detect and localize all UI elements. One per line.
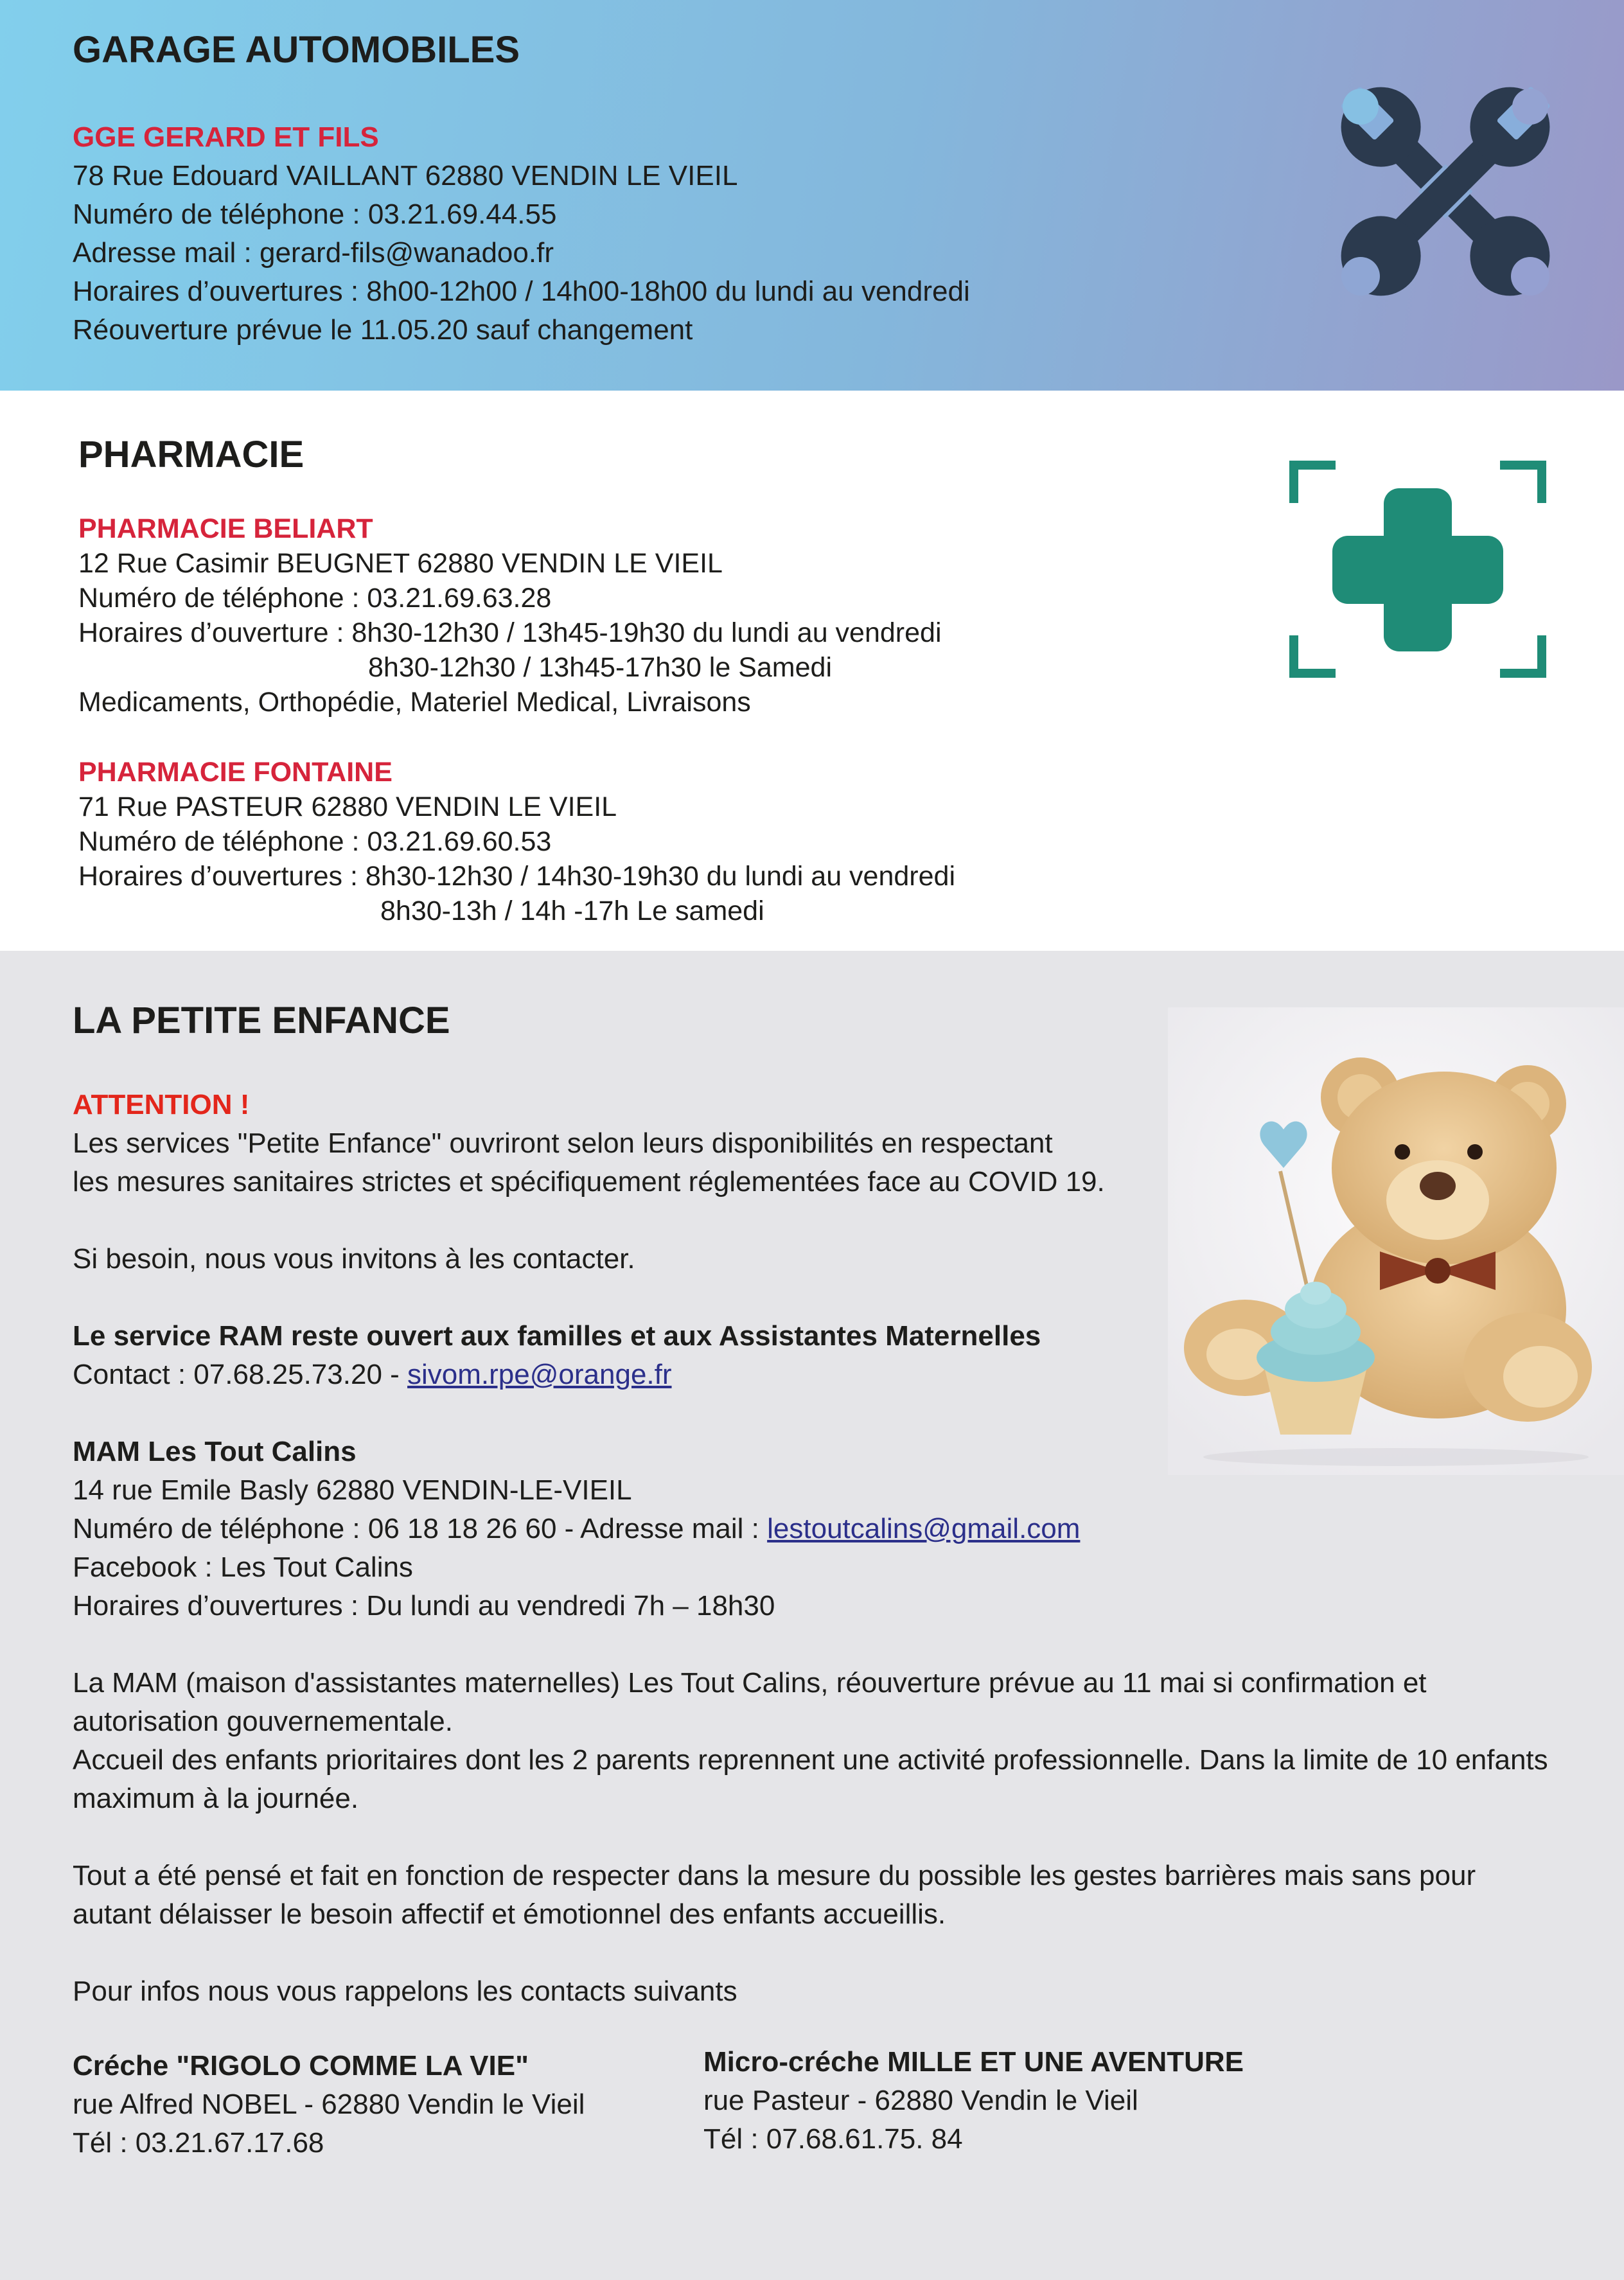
garage-name: GGE GERARD ET FILS [73, 121, 379, 153]
garage-email: Adresse mail : gerard-fils@wanadoo.fr [73, 237, 554, 269]
medical-cross-icon [1289, 460, 1547, 678]
beliart-hours-week: Horaires d’ouverture : 8h30-12h30 / 13h45-19h30 du lundi au vendredi [78, 617, 942, 648]
beliart-phone: Numéro de téléphone : 03.21.69.63.28 [78, 583, 552, 614]
garage-address: 78 Rue Edouard VAILLANT 62880 VENDIN LE VIEIL [73, 160, 738, 191]
garage-phone: Numéro de téléphone : 03.21.69.44.55 [73, 199, 557, 230]
mam-facebook: Facebook : Les Tout Calins [73, 1551, 413, 1583]
fontaine-hours-saturday: 8h30-13h / 14h -17h Le samedi [380, 896, 764, 926]
enfance-paragraphs [73, 1664, 1557, 2011]
contacts-intro: Pour infos nous vous rappelons les contacts suivants [73, 1975, 737, 2007]
teddy-bear-with-cupcake-photo [1168, 1007, 1624, 1475]
mam-title: MAM Les Tout Calins [73, 1436, 357, 1467]
attention-label: ATTENTION ! [73, 1089, 250, 1120]
garage-reopening: Réouverture prévue le 11.05.20 sauf changement [73, 314, 693, 346]
beliart-hours-saturday: 8h30-12h30 / 13h45-17h30 le Samedi [368, 652, 833, 683]
ram-contact [73, 1356, 1105, 1394]
fontaine-phone: Numéro de téléphone : 03.21.69.60.53 [78, 826, 552, 857]
beliart-name: PHARMACIE BELIART [78, 513, 373, 544]
ram-email-link[interactable]: sivom.rpe@orange.fr [407, 1359, 672, 1390]
mam-email-link[interactable]: lestoutcalins@gmail.com [767, 1513, 1081, 1544]
fontaine-hours-week: Horaires d’ouvertures : 8h30-12h30 / 14h30-19h30 du lundi au vendredi [78, 861, 955, 892]
beliart-address: 12 Rue Casimir BEUGNET 62880 VENDIN LE VIEIL [78, 548, 723, 579]
mam-phone [73, 1510, 1105, 1548]
garage-info [73, 118, 970, 349]
crossed-wrenches-icon [1330, 76, 1561, 307]
beliart-services: Medicaments, Orthopédie, Materiel Medical, Livraisons [78, 687, 751, 718]
creche-rigolo-phone: Tél : 03.21.67.17.68 [73, 2127, 324, 2159]
enfance-title: LA PETITE ENFANCE [73, 1000, 450, 1041]
pharmacie-fontaine [78, 755, 955, 928]
creche-rigolo-title: Créche "RIGOLO COMME LA VIE" [73, 2050, 529, 2081]
pharmacie-title: PHARMACIE [78, 434, 304, 475]
microcreche-mille [703, 2043, 1244, 2159]
microcreche-title: Micro-créche MILLE ET UNE AVENTURE [703, 2046, 1244, 2078]
microcreche-address: rue Pasteur - 62880 Vendin le Vieil [703, 2085, 1138, 2116]
mam-paragraph-priority: Accueil des enfants prioritaires dont les 2 parents reprennent une activité professionnelle. Dans la limite de 10 enfants maximum à la journée. [73, 1744, 1548, 1814]
invite-text: Si besoin, nous vous invitons à les contacter. [73, 1243, 635, 1275]
enfance-intro [73, 1086, 1105, 1625]
intro-line-1: Les services "Petite Enfance" ouvriront selon leurs disponibilités en respectant [73, 1127, 1053, 1159]
creche-rigolo-address: rue Alfred NOBEL - 62880 Vendin le Vieil [73, 2089, 585, 2120]
microcreche-phone: Tél : 07.68.61.75. 84 [703, 2123, 963, 2155]
mam-paragraph-barriers: Tout a été pensé et fait en fonction de respecter dans la mesure du possible les gestes barrières mais sans pour autant délaisser le besoin affectif et émotionnel des enfants accueillis. [73, 1860, 1476, 1930]
ram-contact-label: Contact : 07.68.25.73.20 - [73, 1359, 408, 1390]
mam-paragraph-reopening: La MAM (maison d'assistantes maternelles) Les Tout Calins, réouverture prévue au 11 mai si confirmation et autorisation gouvernementale. [73, 1667, 1427, 1737]
ram-title: Le service RAM reste ouvert aux familles et aux Assistantes Maternelles [73, 1320, 1041, 1352]
garage-title: GARAGE AUTOMOBILES [73, 29, 520, 71]
creche-rigolo [73, 2047, 585, 2162]
mam-phone-label: Numéro de téléphone : 06 18 18 26 60 - Adresse mail : [73, 1513, 768, 1544]
fontaine-address: 71 Rue PASTEUR 62880 VENDIN LE VIEIL [78, 791, 617, 822]
garage-hours: Horaires d’ouvertures : 8h00-12h00 / 14h00-18h00 du lundi au vendredi [73, 276, 970, 307]
mam-address: 14 rue Emile Basly 62880 VENDIN-LE-VIEIL [73, 1474, 632, 1506]
pharmacie-section [0, 391, 1624, 951]
mam-hours: Horaires d’ouvertures : Du lundi au vendredi 7h – 18h30 [73, 1590, 775, 1622]
fontaine-name: PHARMACIE FONTAINE [78, 757, 393, 788]
intro-line-2: les mesures sanitaires strictes et spécifiquement réglementées face au COVID 19. [73, 1166, 1105, 1197]
pharmacie-beliart [78, 511, 942, 720]
garage-section [0, 0, 1624, 391]
